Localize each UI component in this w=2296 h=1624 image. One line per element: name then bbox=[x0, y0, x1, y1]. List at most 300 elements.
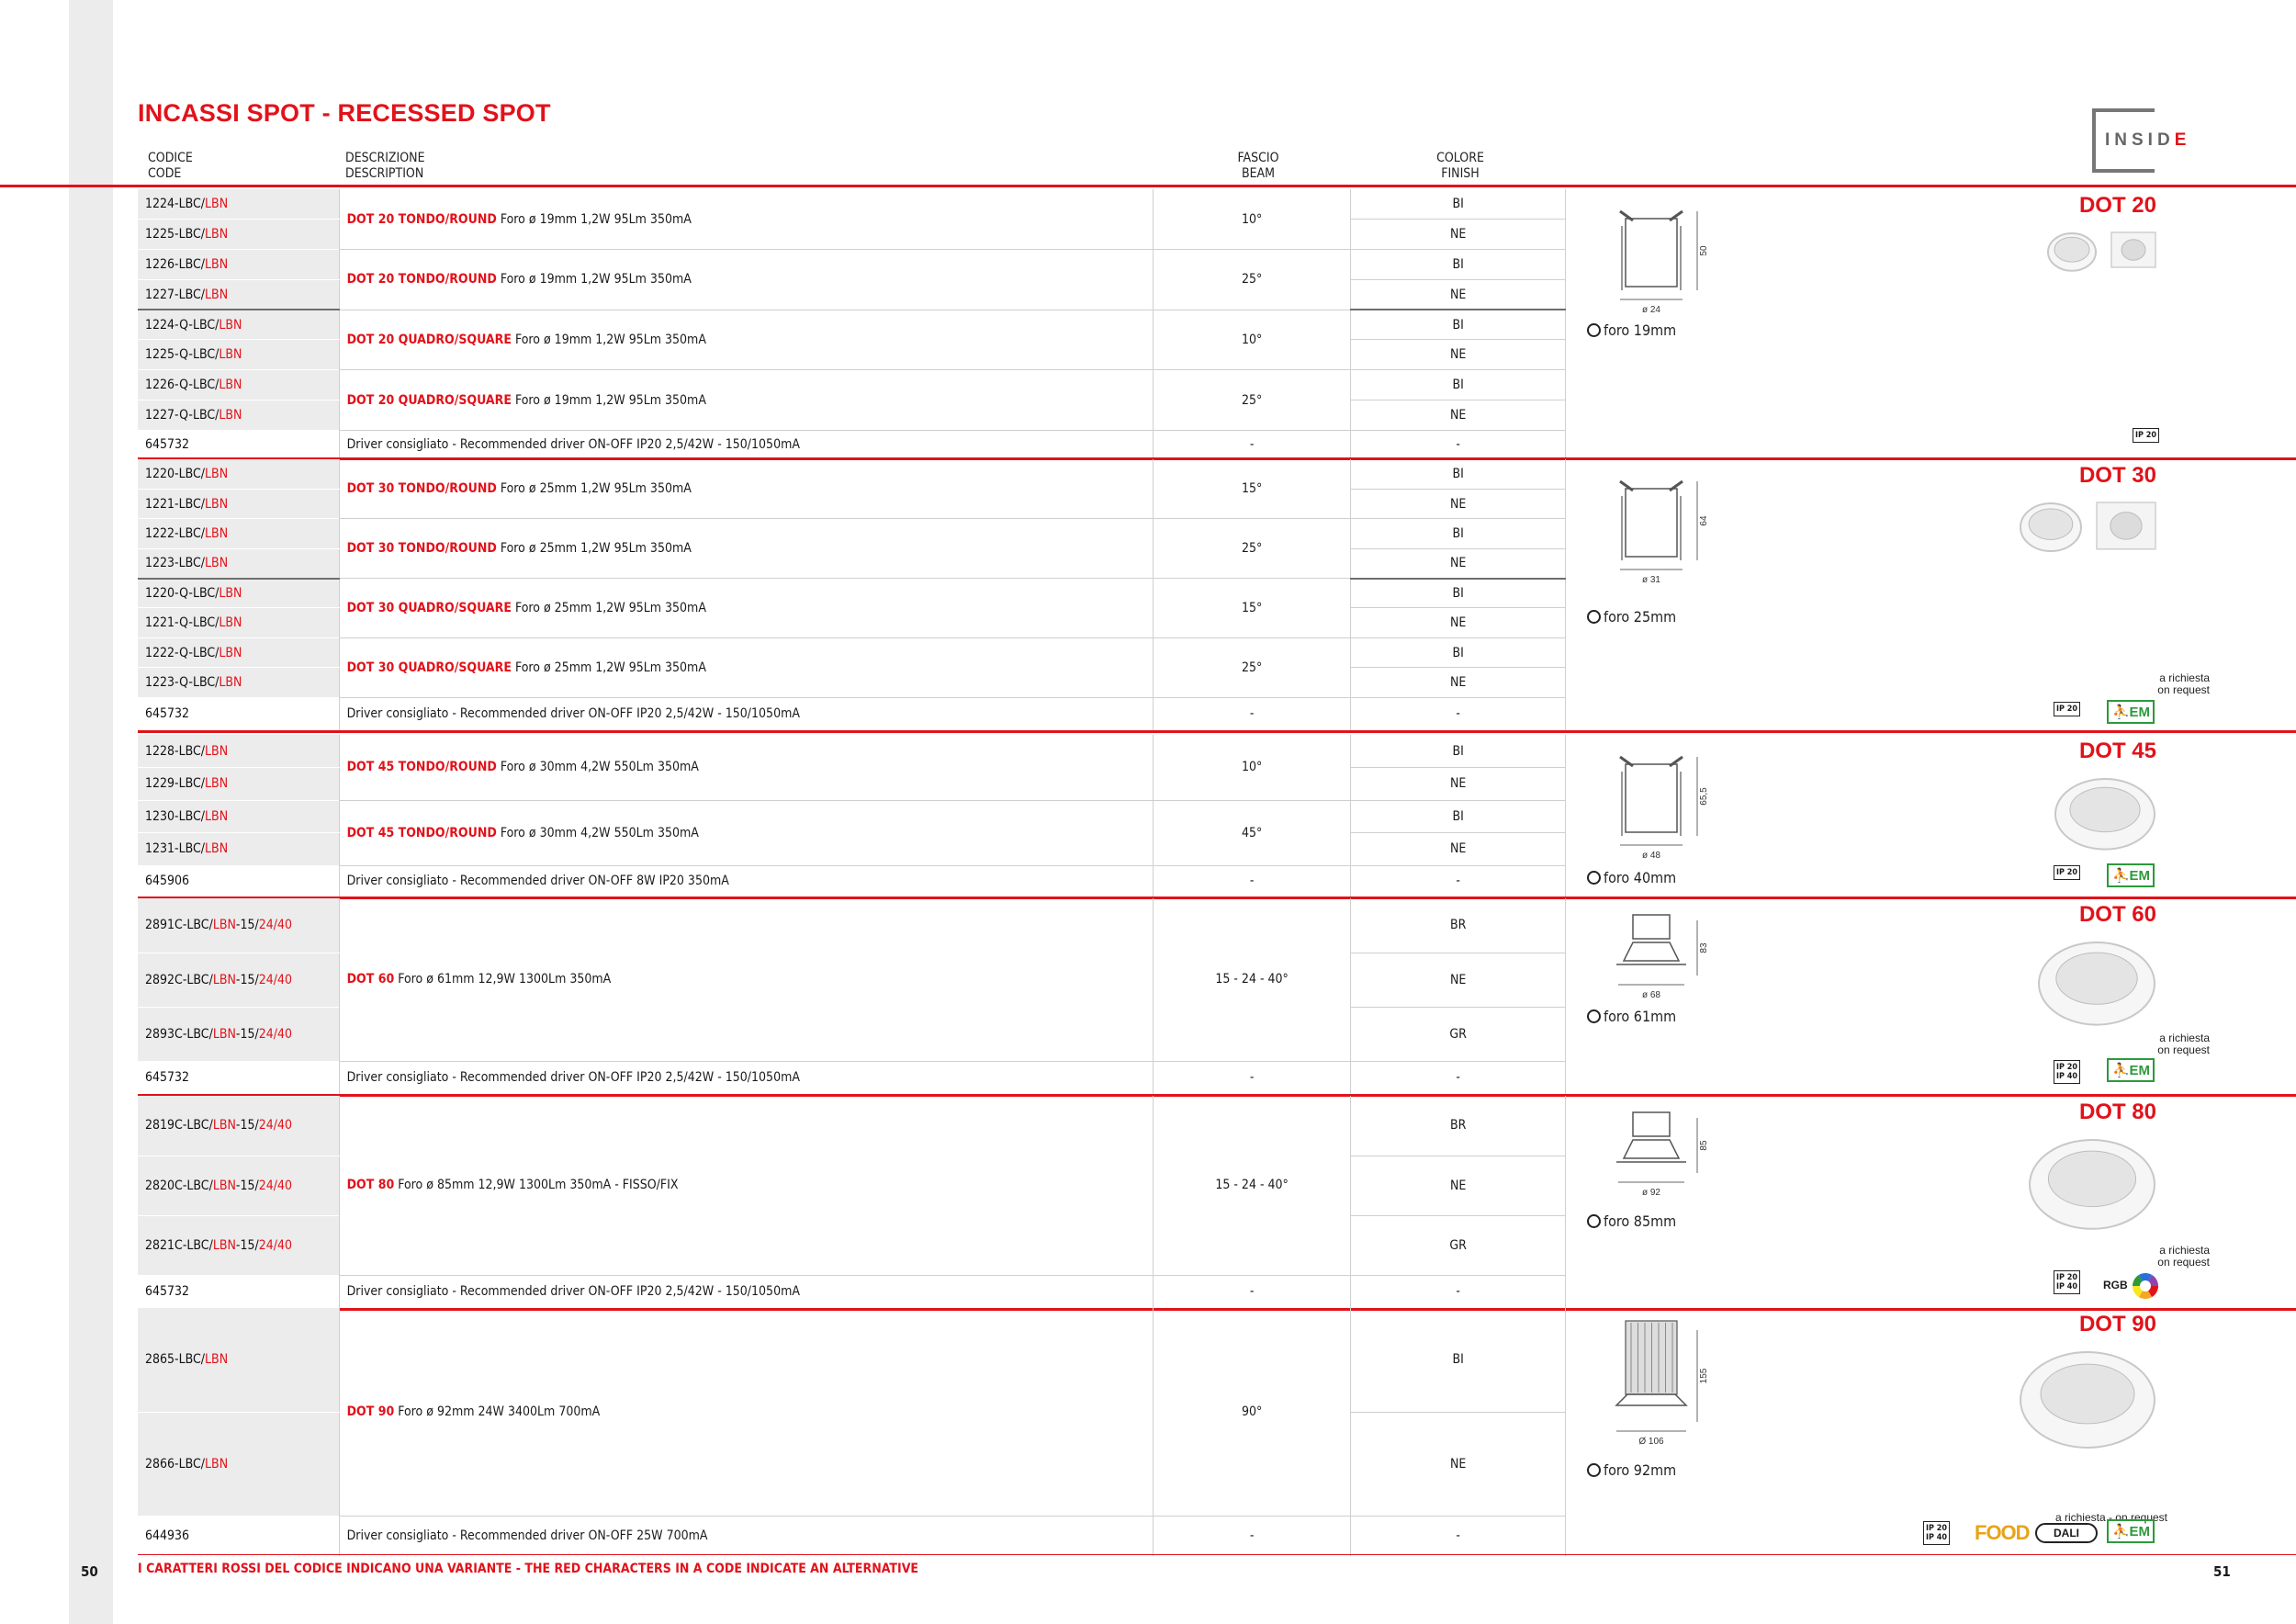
dali-badge: DALI bbox=[2035, 1523, 2098, 1543]
finish-value: BR bbox=[1449, 918, 1467, 933]
code-cell bbox=[138, 1412, 339, 1516]
diameter-dimension-label: ø 68 bbox=[1641, 990, 1661, 1000]
beam-cell bbox=[1153, 519, 1351, 579]
code-base: 1221-Q-LBC/ bbox=[145, 615, 219, 631]
finish-cell bbox=[1351, 668, 1566, 697]
description-cell bbox=[339, 898, 1153, 1061]
beam-cell bbox=[1153, 310, 1351, 370]
code-variant: LBN bbox=[212, 972, 236, 987]
driver-code: 645732 bbox=[145, 1070, 190, 1086]
hole-size-label bbox=[1587, 608, 1676, 626]
code-cell bbox=[138, 459, 339, 489]
finish-cell bbox=[1351, 310, 1566, 340]
finish-cell bbox=[1351, 800, 1566, 833]
code-cell bbox=[138, 279, 339, 310]
product-title: DOT 45 bbox=[2078, 739, 2156, 763]
finish-value: NE bbox=[1449, 841, 1467, 857]
hole-size-text: foro 61mm bbox=[1604, 1008, 1677, 1025]
code-base: 1226-LBC/ bbox=[145, 256, 206, 272]
hole-size-text: foro 25mm bbox=[1604, 608, 1677, 626]
driver-description: Driver consigliato - Recommended driver ON-OFF IP20 2,5/42W - 150/1050mA bbox=[346, 706, 800, 722]
finish-value: NE bbox=[1449, 674, 1467, 690]
code-base: 1222-LBC/ bbox=[145, 525, 206, 541]
driver-row bbox=[138, 1275, 1566, 1308]
logo-text: INSIDE bbox=[2105, 130, 2191, 150]
code-variant: LBN bbox=[205, 227, 229, 242]
code-variant: LBN bbox=[205, 776, 229, 792]
driver-row bbox=[138, 1061, 1566, 1094]
code-base: 1225-Q-LBC/ bbox=[145, 347, 219, 363]
round-spot-photo bbox=[2019, 502, 2083, 553]
ip-rating-value: IP 20 bbox=[1926, 1524, 1948, 1533]
driver-finish-cell bbox=[1351, 1516, 1566, 1556]
code-base: 1226-Q-LBC/ bbox=[145, 378, 219, 393]
driver-finish-cell bbox=[1351, 697, 1566, 730]
emergency-label: EM bbox=[2129, 868, 2150, 884]
finish-cell bbox=[1351, 608, 1566, 637]
finish-cell bbox=[1351, 400, 1566, 431]
product-title: DOT 20 bbox=[2078, 193, 2156, 218]
drill-icon bbox=[1587, 1214, 1601, 1228]
height-dimension-label: 155 bbox=[1699, 1368, 1709, 1384]
driver-description: Driver consigliato - Recommended driver ON-OFF 25W 700mA bbox=[346, 1528, 708, 1544]
page-title: INCASSI SPOT - RECESSED SPOT bbox=[138, 99, 551, 127]
ip-rating-value: IP 40 bbox=[1926, 1533, 1948, 1542]
finish-cell bbox=[1351, 220, 1566, 250]
code-cell bbox=[138, 1308, 339, 1412]
product-group-table bbox=[138, 735, 1566, 897]
code-cell bbox=[138, 898, 339, 953]
emergency-badge bbox=[2107, 700, 2155, 724]
reflector bbox=[1624, 942, 1679, 961]
table-row bbox=[138, 250, 1566, 280]
rgb-color-wheel-icon bbox=[2132, 1272, 2159, 1300]
product-group-table bbox=[138, 1308, 1566, 1556]
code-variant: LBN bbox=[212, 1118, 236, 1133]
finish-value: NE bbox=[1449, 287, 1467, 302]
driver-description-cell bbox=[339, 865, 1153, 897]
code-base: 2866-LBC/ bbox=[145, 1456, 206, 1472]
hole-size-label bbox=[1587, 1008, 1676, 1025]
drill-icon bbox=[1587, 323, 1601, 337]
product-name: DOT 30 TONDO/ROUND bbox=[346, 481, 497, 497]
product-spec: Foro ø 19mm 1,2W 95Lm 350mA bbox=[496, 211, 692, 227]
table-row bbox=[138, 735, 1566, 768]
code-variant: LBN bbox=[205, 556, 229, 571]
code-base: 1227-Q-LBC/ bbox=[145, 407, 219, 423]
beam-cell bbox=[1153, 370, 1351, 431]
hole-size-label bbox=[1587, 1212, 1676, 1230]
table-row bbox=[138, 637, 1566, 667]
code-cell bbox=[138, 637, 339, 667]
code-base: 1223-LBC/ bbox=[145, 556, 206, 571]
reflector bbox=[1624, 1140, 1679, 1158]
ip-rating-value: IP 20 bbox=[2056, 705, 2078, 714]
finish-cell bbox=[1351, 1412, 1566, 1516]
beam-value: 45° bbox=[1241, 825, 1263, 840]
table-row bbox=[138, 898, 1566, 953]
spot-opening bbox=[2041, 1364, 2134, 1424]
code-cell bbox=[138, 189, 339, 220]
beam-value: 15 - 24 - 40° bbox=[1215, 972, 1289, 987]
code-base: 1231-LBC/ bbox=[145, 841, 206, 857]
code-cell bbox=[138, 489, 339, 518]
code-beam: -15/ bbox=[235, 1178, 259, 1193]
product-spec: Foro ø 19mm 1,2W 95Lm 350mA bbox=[496, 272, 692, 288]
product-name: DOT 20 QUADRO/SQUARE bbox=[346, 332, 512, 347]
group-separator bbox=[138, 730, 2296, 733]
beam-value: 25° bbox=[1241, 272, 1263, 288]
on-request-line: on request bbox=[2157, 683, 2210, 696]
code-cell bbox=[138, 953, 339, 1007]
ip-rating-value: IP 40 bbox=[2056, 1072, 2078, 1081]
beam-cell bbox=[1153, 1308, 1351, 1516]
code-cell bbox=[138, 608, 339, 637]
beam-cell bbox=[1153, 637, 1351, 697]
ip-rating-value: IP 40 bbox=[2056, 1282, 2078, 1291]
on-request-line: a richiesta bbox=[2159, 671, 2210, 684]
finish-value: NE bbox=[1449, 227, 1467, 242]
code-variant: LBN bbox=[205, 525, 229, 541]
code-variant: LBN bbox=[219, 615, 242, 631]
code-variant: LBN bbox=[205, 287, 229, 302]
beam-value: 10° bbox=[1241, 211, 1263, 227]
code-cell bbox=[138, 768, 339, 801]
finish-value: BI bbox=[1452, 197, 1464, 212]
rgb-badge bbox=[2103, 1272, 2159, 1300]
ip-rating-badge bbox=[1923, 1521, 1950, 1545]
beam-cell bbox=[1153, 735, 1351, 800]
table-row bbox=[138, 519, 1566, 548]
product-name: DOT 60 bbox=[346, 972, 395, 987]
height-dimension-label: 85 bbox=[1699, 1140, 1709, 1151]
hole-size-text: foro 40mm bbox=[1604, 869, 1677, 886]
finish-value: BI bbox=[1452, 466, 1464, 481]
table-row bbox=[138, 459, 1566, 489]
finish-cell bbox=[1351, 1215, 1566, 1275]
running-man-icon: ⛹ bbox=[2112, 705, 2130, 720]
emergency-label: EM bbox=[2129, 1524, 2150, 1539]
beam-cell bbox=[1153, 250, 1351, 310]
finish-value: NE bbox=[1449, 347, 1467, 363]
driver-beam: - bbox=[1249, 1070, 1255, 1086]
driver-finish: - bbox=[1456, 1284, 1460, 1300]
finish-cell bbox=[1351, 189, 1566, 220]
driver-beam-cell bbox=[1153, 865, 1351, 897]
description-cell bbox=[339, 637, 1153, 697]
beam-cell bbox=[1153, 189, 1351, 250]
code-base: 1229-LBC/ bbox=[145, 776, 206, 792]
driver-row bbox=[138, 865, 1566, 897]
code-beam-variant: 24/40 bbox=[258, 918, 293, 933]
product-name: DOT 80 bbox=[346, 1178, 395, 1193]
product-name: DOT 45 TONDO/ROUND bbox=[346, 760, 497, 775]
code-beam-variant: 24/40 bbox=[258, 972, 293, 987]
code-beam: -15/ bbox=[235, 1118, 259, 1133]
code-cell bbox=[138, 340, 339, 370]
finish-cell bbox=[1351, 1308, 1566, 1412]
round-spot-photo bbox=[2054, 777, 2156, 851]
product-name: DOT 30 QUADRO/SQUARE bbox=[346, 600, 512, 615]
header-finish: COLORE FINISH bbox=[1436, 151, 1484, 181]
product-name: DOT 30 TONDO/ROUND bbox=[346, 541, 497, 557]
finish-value: BI bbox=[1452, 317, 1464, 333]
product-name: DOT 90 bbox=[346, 1404, 395, 1419]
finish-cell bbox=[1351, 953, 1566, 1007]
code-variant: LBN bbox=[205, 466, 229, 481]
hole-size-label bbox=[1587, 869, 1676, 886]
code-variant: LBN bbox=[205, 1456, 229, 1472]
finish-value: NE bbox=[1449, 776, 1467, 792]
finish-value: BI bbox=[1452, 378, 1464, 393]
rgb-label: RGB bbox=[2103, 1279, 2128, 1292]
emergency-badge bbox=[2107, 863, 2155, 887]
on-request-note: a richiesta - on request bbox=[2054, 1511, 2167, 1524]
code-beam-variant: 24/40 bbox=[258, 1237, 293, 1253]
finish-value: NE bbox=[1449, 615, 1467, 631]
product-spec: Foro ø 85mm 12,9W 1300Lm 350mA - FISSO/FIX bbox=[394, 1178, 679, 1193]
driver-code-cell bbox=[138, 1061, 339, 1094]
spot-opening bbox=[2110, 513, 2142, 540]
finish-cell bbox=[1351, 489, 1566, 518]
code-cell bbox=[138, 833, 339, 866]
finish-value: BR bbox=[1449, 1118, 1467, 1133]
inside-logo bbox=[2092, 108, 2195, 175]
finish-value: NE bbox=[1449, 972, 1467, 987]
product-name: DOT 20 TONDO/ROUND bbox=[346, 272, 497, 288]
driver-code: 645732 bbox=[145, 436, 190, 452]
description-cell bbox=[339, 579, 1153, 638]
driver-description-cell bbox=[339, 697, 1153, 730]
code-cell bbox=[138, 370, 339, 400]
code-variant: LBN bbox=[212, 1237, 236, 1253]
finish-cell bbox=[1351, 1096, 1566, 1156]
code-cell bbox=[138, 310, 339, 340]
driver-beam: - bbox=[1249, 1284, 1255, 1300]
code-variant: LBN bbox=[212, 1178, 236, 1193]
driver-beam-cell bbox=[1153, 1061, 1351, 1094]
product-name: DOT 30 QUADRO/SQUARE bbox=[346, 660, 512, 675]
round-spot-photo bbox=[2037, 941, 2156, 1027]
driver-code-cell bbox=[138, 865, 339, 897]
running-man-icon: ⛹ bbox=[2112, 868, 2130, 884]
code-base: 1228-LBC/ bbox=[145, 743, 206, 759]
code-base: 2893C-LBC/ bbox=[145, 1026, 213, 1042]
code-beam: -15/ bbox=[235, 1026, 259, 1042]
table-row bbox=[138, 579, 1566, 608]
heatsink bbox=[1633, 915, 1670, 939]
finish-cell bbox=[1351, 459, 1566, 489]
on-request-note bbox=[2157, 1245, 2210, 1269]
drill-icon bbox=[1587, 1463, 1601, 1477]
finish-value: BI bbox=[1452, 586, 1464, 601]
code-variant: LBN bbox=[212, 918, 236, 933]
code-base: 1225-LBC/ bbox=[145, 227, 206, 242]
finish-value: NE bbox=[1449, 496, 1467, 512]
driver-beam-cell bbox=[1153, 697, 1351, 730]
driver-code-cell bbox=[138, 430, 339, 457]
code-variant: LBN bbox=[205, 841, 229, 857]
driver-description: Driver consigliato - Recommended driver ON-OFF IP20 2,5/42W - 150/1050mA bbox=[346, 1070, 800, 1086]
code-cell bbox=[138, 1007, 339, 1061]
ip-rating-badge bbox=[2054, 865, 2080, 880]
code-variant: LBN bbox=[219, 674, 242, 690]
on-request-line: a richiesta bbox=[2159, 1244, 2210, 1257]
code-base: 2819C-LBC/ bbox=[145, 1118, 213, 1133]
product-name: DOT 45 TONDO/ROUND bbox=[346, 825, 497, 840]
code-beam-variant: 24/40 bbox=[258, 1026, 293, 1042]
page-number-left: 50 bbox=[81, 1563, 98, 1580]
code-base: 2892C-LBC/ bbox=[145, 972, 213, 987]
finish-cell bbox=[1351, 340, 1566, 370]
finish-cell bbox=[1351, 279, 1566, 310]
code-base: 1227-LBC/ bbox=[145, 287, 206, 302]
code-cell bbox=[138, 1156, 339, 1215]
code-cell bbox=[138, 519, 339, 548]
finish-value: BI bbox=[1452, 1352, 1464, 1368]
driver-beam: - bbox=[1249, 706, 1255, 722]
code-variant: LBN bbox=[205, 1352, 229, 1368]
code-base: 1222-Q-LBC/ bbox=[145, 645, 219, 660]
product-spec: Foro ø 19mm 1,2W 95Lm 350mA bbox=[511, 392, 706, 408]
description-cell bbox=[339, 459, 1153, 519]
code-base: 2865-LBC/ bbox=[145, 1352, 206, 1368]
housing-outline bbox=[1626, 764, 1677, 832]
code-variant: LBN bbox=[219, 378, 242, 393]
finish-value: BI bbox=[1452, 256, 1464, 272]
code-beam: -15/ bbox=[235, 1237, 259, 1253]
table-row bbox=[138, 370, 1566, 400]
product-spec: Foro ø 25mm 1,2W 95Lm 350mA bbox=[496, 481, 692, 497]
ip-rating-badge bbox=[2133, 428, 2159, 443]
driver-beam-cell bbox=[1153, 1275, 1351, 1308]
table-row bbox=[138, 1096, 1566, 1156]
on-request-line: on request bbox=[2157, 1043, 2210, 1056]
code-variant: LBN bbox=[219, 347, 242, 363]
product-spec: Foro ø 30mm 4,2W 550Lm 350mA bbox=[496, 760, 699, 775]
code-base: 1221-LBC/ bbox=[145, 496, 206, 512]
header-beam: FASCIO BEAM bbox=[1237, 151, 1279, 181]
on-request-note bbox=[2157, 1032, 2210, 1056]
finish-cell bbox=[1351, 548, 1566, 578]
product-group-table bbox=[138, 1096, 1566, 1308]
driver-code-cell bbox=[138, 1275, 339, 1308]
table-row bbox=[138, 189, 1566, 220]
finish-value: BI bbox=[1452, 743, 1464, 759]
round-spot-photo bbox=[2019, 1350, 2156, 1449]
code-variant: LBN bbox=[219, 586, 242, 601]
square-spot-photo bbox=[2096, 502, 2156, 550]
driver-finish: - bbox=[1456, 1528, 1460, 1544]
finish-value: NE bbox=[1449, 1178, 1467, 1193]
description-cell bbox=[339, 1308, 1153, 1516]
spot-opening bbox=[2070, 787, 2140, 831]
code-cell bbox=[138, 668, 339, 697]
drill-icon bbox=[1587, 610, 1601, 624]
driver-code-cell bbox=[138, 697, 339, 730]
footer-note: I CARATTERI ROSSI DEL CODICE INDICANO UNA VARIANTE - THE RED CHARACTERS IN A CODE INDICATE AN ALTERNATIVE bbox=[138, 1562, 919, 1576]
beam-value: 10° bbox=[1241, 332, 1263, 347]
housing-outline bbox=[1626, 489, 1677, 557]
height-dimension-label: 64 bbox=[1699, 515, 1709, 526]
driver-beam: - bbox=[1249, 874, 1255, 889]
hole-size-text: foro 92mm bbox=[1604, 1461, 1677, 1479]
driver-description-cell bbox=[339, 1516, 1153, 1556]
code-beam-variant: 24/40 bbox=[258, 1118, 293, 1133]
code-variant: LBN bbox=[205, 808, 229, 824]
finish-value: NE bbox=[1449, 407, 1467, 423]
code-base: 1224-Q-LBC/ bbox=[145, 317, 219, 333]
driver-description-cell bbox=[339, 430, 1153, 457]
beam-value: 90° bbox=[1241, 1404, 1263, 1419]
description-cell bbox=[339, 519, 1153, 579]
finish-cell bbox=[1351, 637, 1566, 667]
hole-size-label bbox=[1587, 321, 1676, 339]
page-number-right: 51 bbox=[2213, 1563, 2231, 1580]
product-spec: Foro ø 61mm 12,9W 1300Lm 350mA bbox=[394, 972, 612, 987]
driver-finish: - bbox=[1456, 706, 1460, 722]
driver-code: 645906 bbox=[145, 874, 190, 889]
description-cell bbox=[339, 189, 1153, 250]
ip-rating-value: IP 20 bbox=[2056, 868, 2078, 877]
height-dimension-label: 50 bbox=[1699, 245, 1709, 256]
driver-description: Driver consigliato - Recommended driver ON-OFF IP20 2,5/42W - 150/1050mA bbox=[346, 436, 800, 452]
product-spec: Foro ø 92mm 24W 3400Lm 700mA bbox=[394, 1404, 601, 1419]
ip-rating-value: IP 20 bbox=[2056, 1063, 2078, 1072]
beam-value: 15° bbox=[1241, 481, 1263, 497]
driver-row bbox=[138, 430, 1566, 457]
spot-opening bbox=[2122, 240, 2145, 260]
hole-size-text: foro 85mm bbox=[1604, 1212, 1677, 1230]
hole-size-text: foro 19mm bbox=[1604, 321, 1677, 339]
finish-value: GR bbox=[1449, 1237, 1467, 1253]
ip-rating-value: IP 20 bbox=[2135, 431, 2157, 440]
finish-cell bbox=[1351, 768, 1566, 801]
emergency-label: EM bbox=[2129, 1063, 2150, 1078]
driver-description-cell bbox=[339, 1061, 1153, 1094]
code-variant: LBN bbox=[219, 407, 242, 423]
diameter-dimension-label: ø 92 bbox=[1641, 1188, 1661, 1198]
beam-cell bbox=[1153, 459, 1351, 519]
code-beam: -15/ bbox=[235, 918, 259, 933]
diameter-dimension-label: ø 24 bbox=[1641, 305, 1661, 315]
ip-rating-badge bbox=[2054, 1270, 2080, 1294]
header-code: CODICE CODE bbox=[148, 151, 193, 181]
emergency-badge bbox=[2107, 1519, 2155, 1543]
beam-cell bbox=[1153, 898, 1351, 1061]
description-cell bbox=[339, 370, 1153, 431]
finish-cell bbox=[1351, 1007, 1566, 1061]
rgb-wheel-center bbox=[2140, 1280, 2151, 1291]
diameter-dimension-label: ø 48 bbox=[1641, 851, 1661, 861]
driver-finish-cell bbox=[1351, 865, 1566, 897]
driver-beam: - bbox=[1249, 1528, 1255, 1544]
product-group-table bbox=[138, 459, 1566, 730]
driver-finish: - bbox=[1456, 874, 1460, 889]
product-title: DOT 30 bbox=[2078, 463, 2156, 488]
code-variant: LBN bbox=[205, 197, 229, 212]
beam-value: 15 - 24 - 40° bbox=[1215, 1178, 1289, 1193]
table-row bbox=[138, 800, 1566, 833]
driver-beam-cell bbox=[1153, 1516, 1351, 1556]
product-name: DOT 20 QUADRO/SQUARE bbox=[346, 392, 512, 408]
finish-cell bbox=[1351, 898, 1566, 953]
code-variant: LBN bbox=[219, 645, 242, 660]
bezel bbox=[1616, 1394, 1686, 1405]
code-variant: LBN bbox=[212, 1026, 236, 1042]
code-variant: LBN bbox=[205, 743, 229, 759]
description-cell bbox=[339, 800, 1153, 865]
